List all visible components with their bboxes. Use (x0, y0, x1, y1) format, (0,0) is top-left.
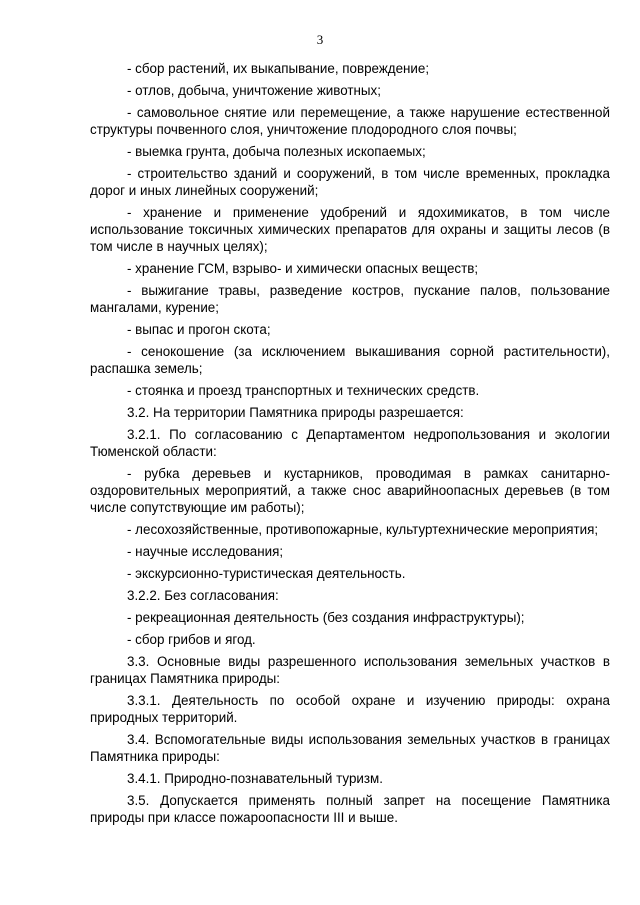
paragraph-22: 3.3.1. Деятельность по особой охране и изучению природы: охрана природных территорий. (90, 693, 610, 725)
paragraph-9: - выпас и прогон скота; (127, 322, 271, 337)
paragraph-6: - хранение и применение удобрений и ядохимикатов, в том числе использование токсичных химических препаратов для охраны и защиты лесов (в том числе в научных целях); (90, 205, 610, 254)
paragraph-15: - лесохозяйственные, противопожарные, культуртехнические мероприятия; (127, 522, 599, 537)
paragraph-17: - экскурсионно-туристическая деятельность. (127, 566, 406, 581)
paragraph-25: 3.5. Допускается применять полный запрет на посещение Памятника природы при классе пожароопасности III и выше. (90, 793, 610, 825)
paragraph-8: - выжигание травы, разведение костров, пускание палов, пользование мангалами, курение; (90, 283, 610, 315)
paragraph-3: - самовольное снятие или перемещение, а также нарушение естественной структуры почвенного слоя, уничтожение плодородного слоя почвы; (90, 105, 610, 137)
paragraph-12: 3.2. На территории Памятника природы разрешается: (127, 405, 464, 420)
page-number: 3 (316, 32, 324, 47)
paragraph-10: - сенокошение (за исключением выкашивания сорной растительности), распашка земель; (90, 344, 610, 376)
paragraph-11: - стоянка и проезд транспортных и технических средств. (127, 383, 480, 398)
paragraph-20: - сбор грибов и ягод. (127, 632, 256, 647)
paragraph-24: 3.4.1. Природно-познавательный туризм. (127, 771, 383, 786)
paragraph-21: 3.3. Основные виды разрешенного использования земельных участков в границах Памятника природы: (90, 654, 610, 686)
paragraph-5: - строительство зданий и сооружений, в том числе временных, прокладка дорог и иных линейных сооружений; (90, 166, 610, 198)
document-body (90, 60, 610, 831)
paragraph-13: 3.2.1. По согласованию с Департаментом недропользования и экологии Тюменской области: (90, 427, 610, 459)
paragraph-19: - рекреационная деятельность (без создания инфраструктуры); (127, 610, 525, 625)
paragraph-1: - сбор растений, их выкапывание, повреждение; (127, 61, 430, 76)
paragraph-16: - научные исследования; (127, 544, 284, 559)
paragraph-18: 3.2.2. Без согласования: (127, 588, 279, 603)
paragraph-7: - хранение ГСМ, взрыво- и химически опасных веществ; (127, 261, 479, 276)
paragraph-4: - выемка грунта, добыча полезных ископаемых; (127, 144, 426, 159)
paragraph-2: - отлов, добыча, уничтожение животных; (127, 83, 381, 98)
paragraph-23: 3.4. Вспомогательные виды использования земельных участков в границах Памятника природы: (90, 732, 610, 764)
paragraph-14: - рубка деревьев и кустарников, проводимая в рамках санитарно-оздоровительных мероприятий, а также снос аварийноопасных деревьев (в том числе сопутствующие им работы); (90, 466, 610, 515)
